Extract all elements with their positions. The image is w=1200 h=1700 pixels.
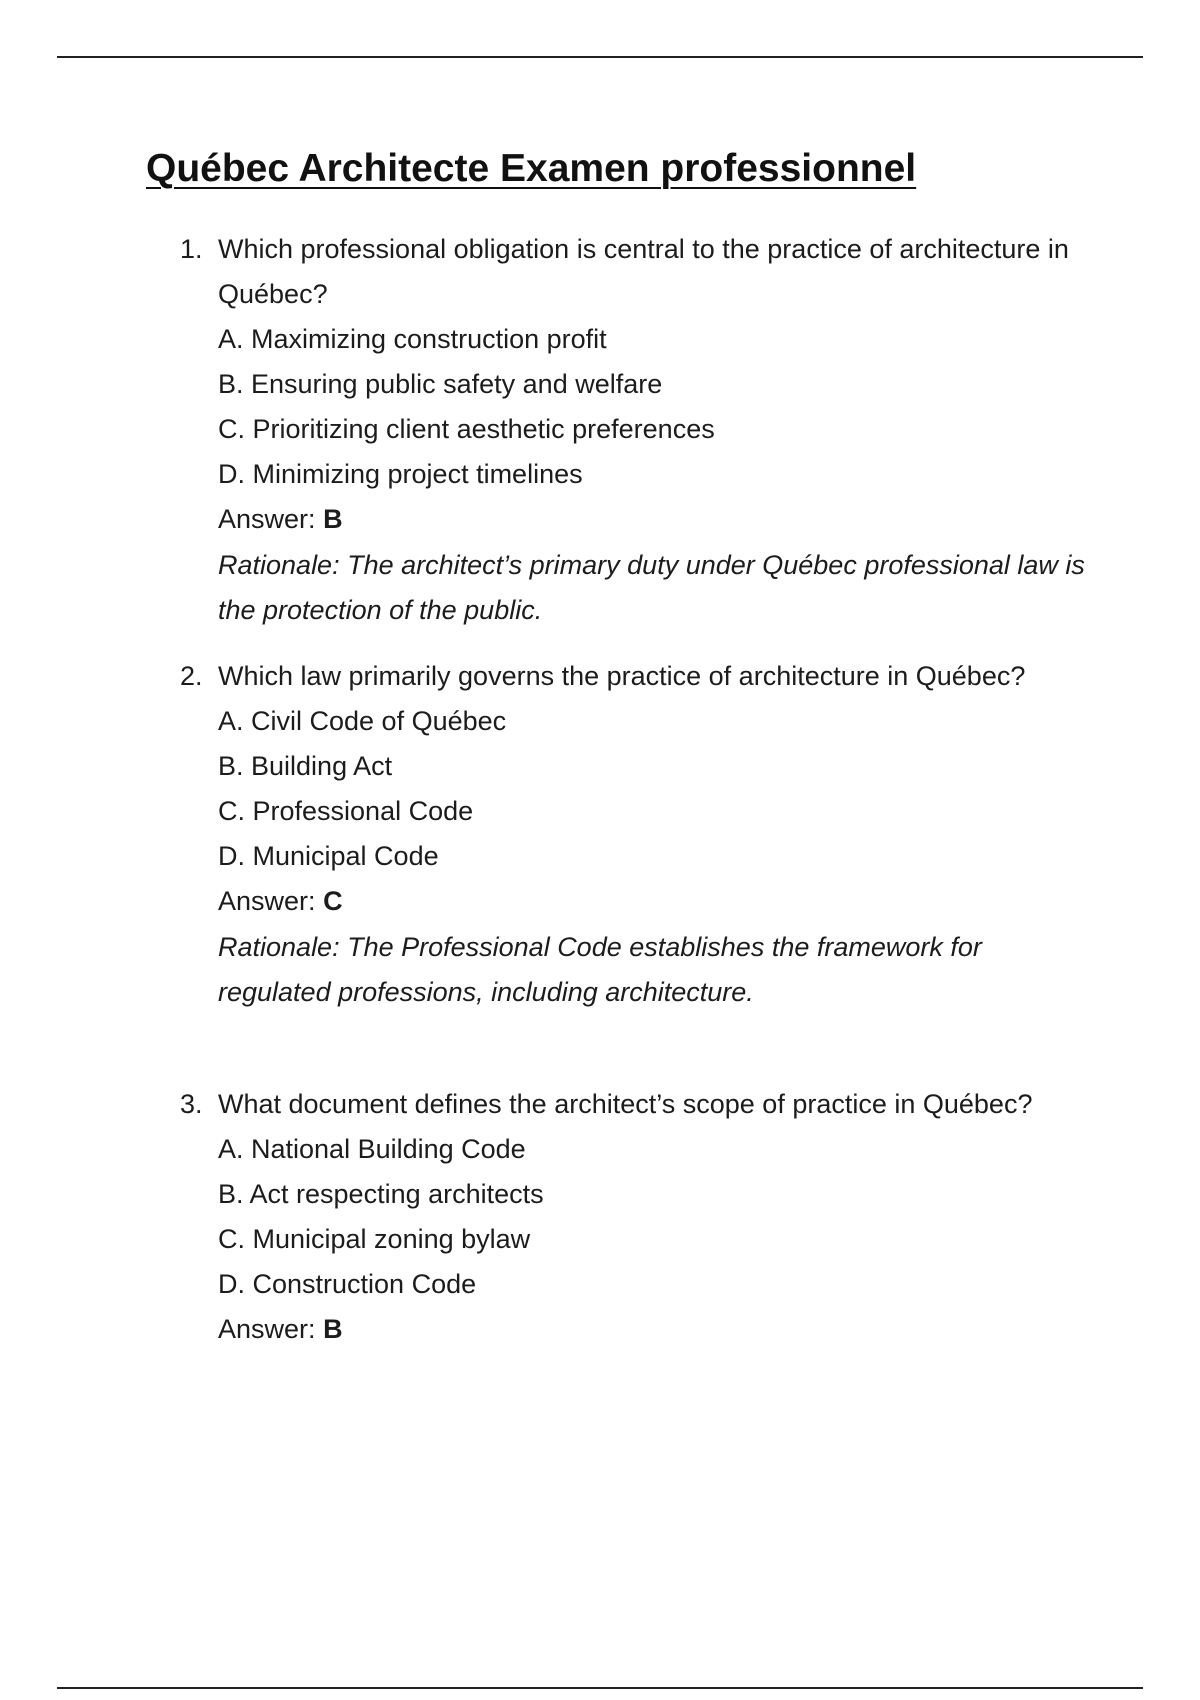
option-d: D. Municipal Code: [218, 841, 439, 871]
option-a: A. Civil Code of Québec: [218, 706, 507, 736]
option-c: C. Prioritizing client aesthetic preferences: [218, 414, 715, 444]
question-number: 2.: [180, 661, 203, 691]
answer-value: C: [323, 886, 343, 916]
option-a: A. Maximizing construction profit: [218, 324, 607, 354]
option-d: D. Construction Code: [218, 1269, 477, 1299]
option-c: C. Professional Code: [218, 796, 474, 826]
question-number: 3.: [180, 1089, 203, 1119]
answer-value: B: [323, 1314, 343, 1344]
question-stem: [180, 1082, 1100, 1127]
answer-line: [218, 1307, 1100, 1352]
option-b: B. Building Act: [218, 751, 393, 781]
answer-value: B: [323, 504, 343, 534]
question-text: What document defines the architect’s scope of practice in Québec?: [218, 1089, 1033, 1119]
option-b: B. Ensuring public safety and welfare: [218, 369, 663, 399]
rationale: Rationale: The Professional Code establishes the framework for regulated professions, including architecture.: [218, 932, 982, 1007]
question-1: [180, 227, 1100, 633]
question-2: [180, 654, 1100, 1015]
answer-label: Answer:: [218, 504, 316, 534]
question-text: Which law primarily governs the practice of architecture in Québec?: [218, 661, 1026, 691]
option-c: C. Municipal zoning bylaw: [218, 1224, 531, 1254]
answer-line: [218, 497, 1100, 542]
answer-label: Answer:: [218, 886, 316, 916]
question-number: 1.: [180, 234, 203, 264]
option-d: D. Minimizing project timelines: [218, 459, 583, 489]
answer-line: [218, 879, 1100, 924]
question-stem: [180, 227, 1100, 317]
answer-label: Answer:: [218, 1314, 316, 1344]
bottom-divider: [57, 1687, 1143, 1689]
page-title: Québec Architecte Examen professionnel: [146, 147, 917, 190]
top-divider: [57, 56, 1143, 58]
question-3: [180, 1082, 1100, 1352]
question-stem: [180, 654, 1100, 699]
rationale: Rationale: The architect’s primary duty under Québec professional law is the protection of the public.: [218, 550, 1085, 625]
option-b: B. Act respecting architects: [218, 1179, 544, 1209]
question-text: Which professional obligation is central to the practice of architecture in Québec?: [218, 234, 1069, 309]
option-a: A. National Building Code: [218, 1134, 526, 1164]
